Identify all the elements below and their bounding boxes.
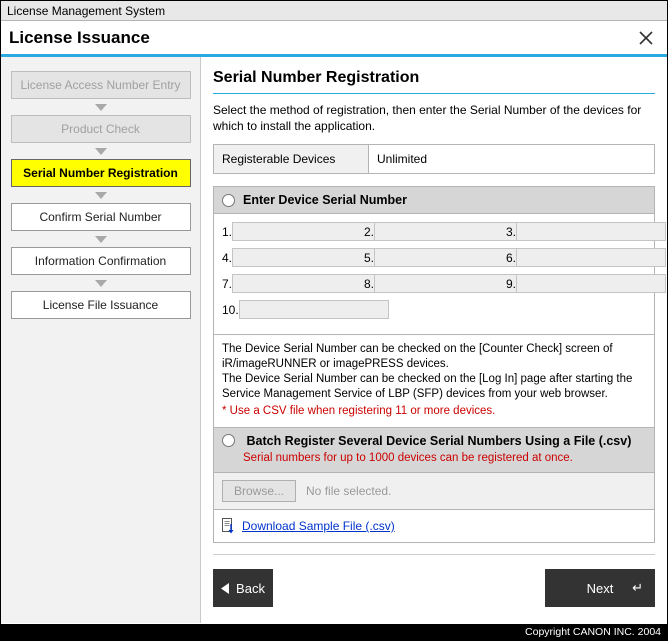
serial-field-2 [364, 222, 506, 241]
sidebar-item-license-access-number-entry[interactable] [11, 71, 191, 99]
option-label: Batch Register Several Device Serial Numbers Using a File (.csv) [246, 434, 632, 448]
registerable-devices-label: Registerable Devices [214, 145, 369, 173]
csv-warning: Serial numbers for up to 1000 devices can be registered at once. [243, 452, 573, 464]
registerable-devices-table [213, 144, 655, 174]
step-label: Confirm Serial Number [39, 210, 162, 224]
sidebar-item-product-check[interactable] [11, 115, 191, 143]
serial-input-6[interactable] [516, 248, 666, 267]
serial-number-note [214, 335, 654, 427]
serial-field-7 [222, 274, 364, 293]
step-arrow-icon [11, 231, 191, 247]
step-label: License File Issuance [42, 298, 159, 312]
serial-input-5[interactable] [374, 248, 524, 267]
navigation-buttons [213, 554, 655, 607]
registration-options [213, 186, 655, 543]
option-batch-register-csv[interactable] [214, 427, 654, 472]
serial-input-4[interactable] [232, 248, 382, 267]
next-button-label: Next [586, 580, 614, 596]
serial-index: 2. [363, 224, 374, 239]
status-bar [1, 624, 667, 640]
serial-input-1[interactable] [232, 222, 382, 241]
serial-field-8 [364, 274, 506, 293]
intro-text: Select the method of registration, then enter the Serial Number of the devices for which to install the application. [213, 103, 642, 133]
close-icon[interactable] [633, 25, 659, 51]
step-arrow-icon [11, 99, 191, 115]
serial-index: 9. [505, 276, 516, 291]
back-button[interactable] [213, 569, 273, 607]
sidebar-item-information-confirmation[interactable] [11, 247, 191, 275]
serial-input-2[interactable] [374, 222, 524, 241]
registerable-devices-value: Unlimited [369, 145, 654, 173]
note-warning: * Use a CSV file when registering 11 or more devices. [222, 405, 496, 417]
serial-index: 3. [505, 224, 516, 239]
left-arrow-icon [221, 583, 230, 594]
serial-field-4 [222, 248, 364, 267]
serial-input-3[interactable] [516, 222, 666, 241]
app-title: License Management System [7, 3, 166, 18]
note-line-1: The Device Serial Number can be checked on the [Counter Check] screen of iR/imageRUNNER or imagePRESS devices. [222, 343, 613, 370]
step-arrow-icon [11, 275, 191, 291]
step-sidebar [1, 57, 201, 623]
serial-field-3 [506, 222, 648, 241]
back-button-label: Back [236, 580, 265, 596]
copyright-text: Copyright CANON INC. 2004 [525, 626, 661, 638]
step-label: Serial Number Registration [23, 166, 178, 180]
step-arrow-icon [11, 187, 191, 203]
window-body [1, 57, 667, 623]
file-status-label: No file selected. [306, 484, 392, 498]
serial-field-9 [506, 274, 648, 293]
serial-field-10 [222, 300, 364, 319]
download-sample-row [214, 509, 654, 542]
sidebar-item-confirm-serial-number[interactable] [11, 203, 191, 231]
serial-index: 1. [222, 224, 233, 239]
serial-number-grid [214, 214, 654, 335]
sidebar-item-serial-number-registration[interactable] [11, 159, 191, 187]
enter-key-icon: ↵ [632, 580, 643, 595]
sidebar-item-license-file-issuance[interactable] [11, 291, 191, 319]
note-line-2: The Device Serial Number can be checked on the [Log In] page after starting the Service Management Service of LBP (SFP) devices from your web browser. [222, 373, 633, 400]
page-title: License Issuance [9, 27, 150, 47]
step-label: License Access Number Entry [20, 78, 181, 92]
serial-index: 5. [363, 250, 374, 265]
serial-field-5 [364, 248, 506, 267]
option-enter-device-serial-number[interactable] [214, 187, 654, 214]
main-title: Serial Number Registration [213, 69, 420, 86]
main-panel [201, 57, 667, 623]
serial-input-7[interactable] [232, 274, 382, 293]
radio-enter-device-serial-number[interactable] [222, 194, 235, 207]
serial-index: 6. [505, 250, 516, 265]
page-header [1, 21, 667, 57]
window-title-bar [1, 1, 667, 21]
browse-button[interactable]: Browse... [222, 480, 296, 502]
serial-index: 8. [363, 276, 374, 291]
step-arrow-icon [11, 143, 191, 159]
option-label: Enter Device Serial Number [243, 193, 407, 207]
serial-index: 7. [222, 276, 233, 291]
serial-input-10[interactable] [239, 300, 389, 319]
step-label: Product Check [61, 122, 140, 136]
file-upload-row [214, 472, 654, 509]
serial-input-9[interactable] [516, 274, 666, 293]
next-button[interactable] [545, 569, 655, 607]
download-sample-file-link[interactable]: Download Sample File (.csv) [242, 519, 395, 533]
serial-index: 4. [222, 250, 233, 265]
serial-input-8[interactable] [374, 274, 524, 293]
title-divider [213, 93, 655, 94]
serial-field-1 [222, 222, 364, 241]
serial-field-6 [506, 248, 648, 267]
radio-batch-register-csv[interactable] [222, 434, 235, 447]
serial-index: 10. [222, 302, 239, 317]
step-label: Information Confirmation [34, 254, 167, 268]
document-download-icon [222, 518, 236, 534]
